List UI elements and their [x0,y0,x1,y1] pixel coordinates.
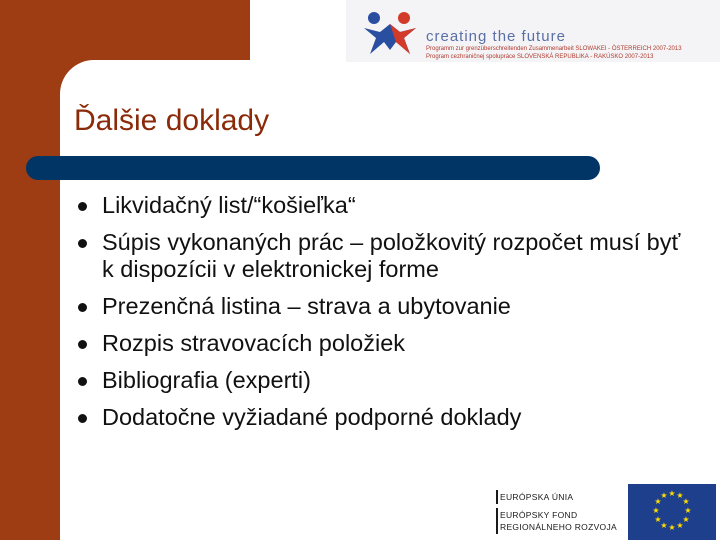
bullet-icon [78,303,87,312]
eu-stars-icon [628,484,716,540]
list-item: Bibliografia (experti) [74,367,694,394]
svg-text:★: ★ [668,523,676,532]
logo-title: creating the future [426,28,566,45]
title-underline-bar [26,156,600,180]
eu-fund-text: EURÓPSKY FOND [500,510,578,520]
eu-divider [496,508,498,534]
list-item: Prezenčná listina – strava a ubytovanie [74,293,694,320]
slide-title: Ďalšie doklady [74,104,270,137]
logo-subtitle-de: Programm zur grenzüberschreitenden Zusammenarbeit SLOWAKEI - ÖSTERREICH 2007-2013 [426,46,682,52]
list-item: Likvidačný list/“košieľka“ [74,192,694,219]
eu-divider [496,490,498,504]
svg-text:★: ★ [684,506,692,515]
list-item: Rozpis stravovacích položiek [74,330,694,357]
list-item: Súpis vykonaných prác – položkovitý rozpočet musí byť k dispozícii v elektronickej forme [74,229,694,283]
svg-text:★: ★ [668,489,676,498]
svg-text:★: ★ [676,521,684,530]
svg-text:★: ★ [654,497,662,506]
eu-flag-icon [628,484,716,540]
people-logo-icon [360,10,420,56]
svg-text:★: ★ [652,506,660,515]
svg-text:★: ★ [682,497,690,506]
eu-footer [488,484,720,540]
list-item: Dodatočne vyžiadané podporné doklady [74,404,694,431]
bullet-icon [78,414,87,423]
svg-text:★: ★ [682,515,690,524]
bullet-icon [78,239,87,248]
bullet-list [74,192,694,441]
bullet-icon [78,377,87,386]
svg-text:★: ★ [676,491,684,500]
svg-text:★: ★ [660,521,668,530]
creating-the-future-logo [346,0,720,62]
svg-text:★: ★ [660,491,668,500]
eu-union-text: EURÓPSKA ÚNIA [500,492,574,502]
bullet-icon [78,340,87,349]
svg-text:★: ★ [654,515,662,524]
eu-regional-text: REGIONÁLNEHO ROZVOJA [500,522,617,532]
bullet-icon [78,202,87,211]
logo-subtitle-sk: Program cezhraničnej spolupráce SLOVENSKÁ REPUBLIKA - RAKÚSKO 2007-2013 [426,54,654,60]
